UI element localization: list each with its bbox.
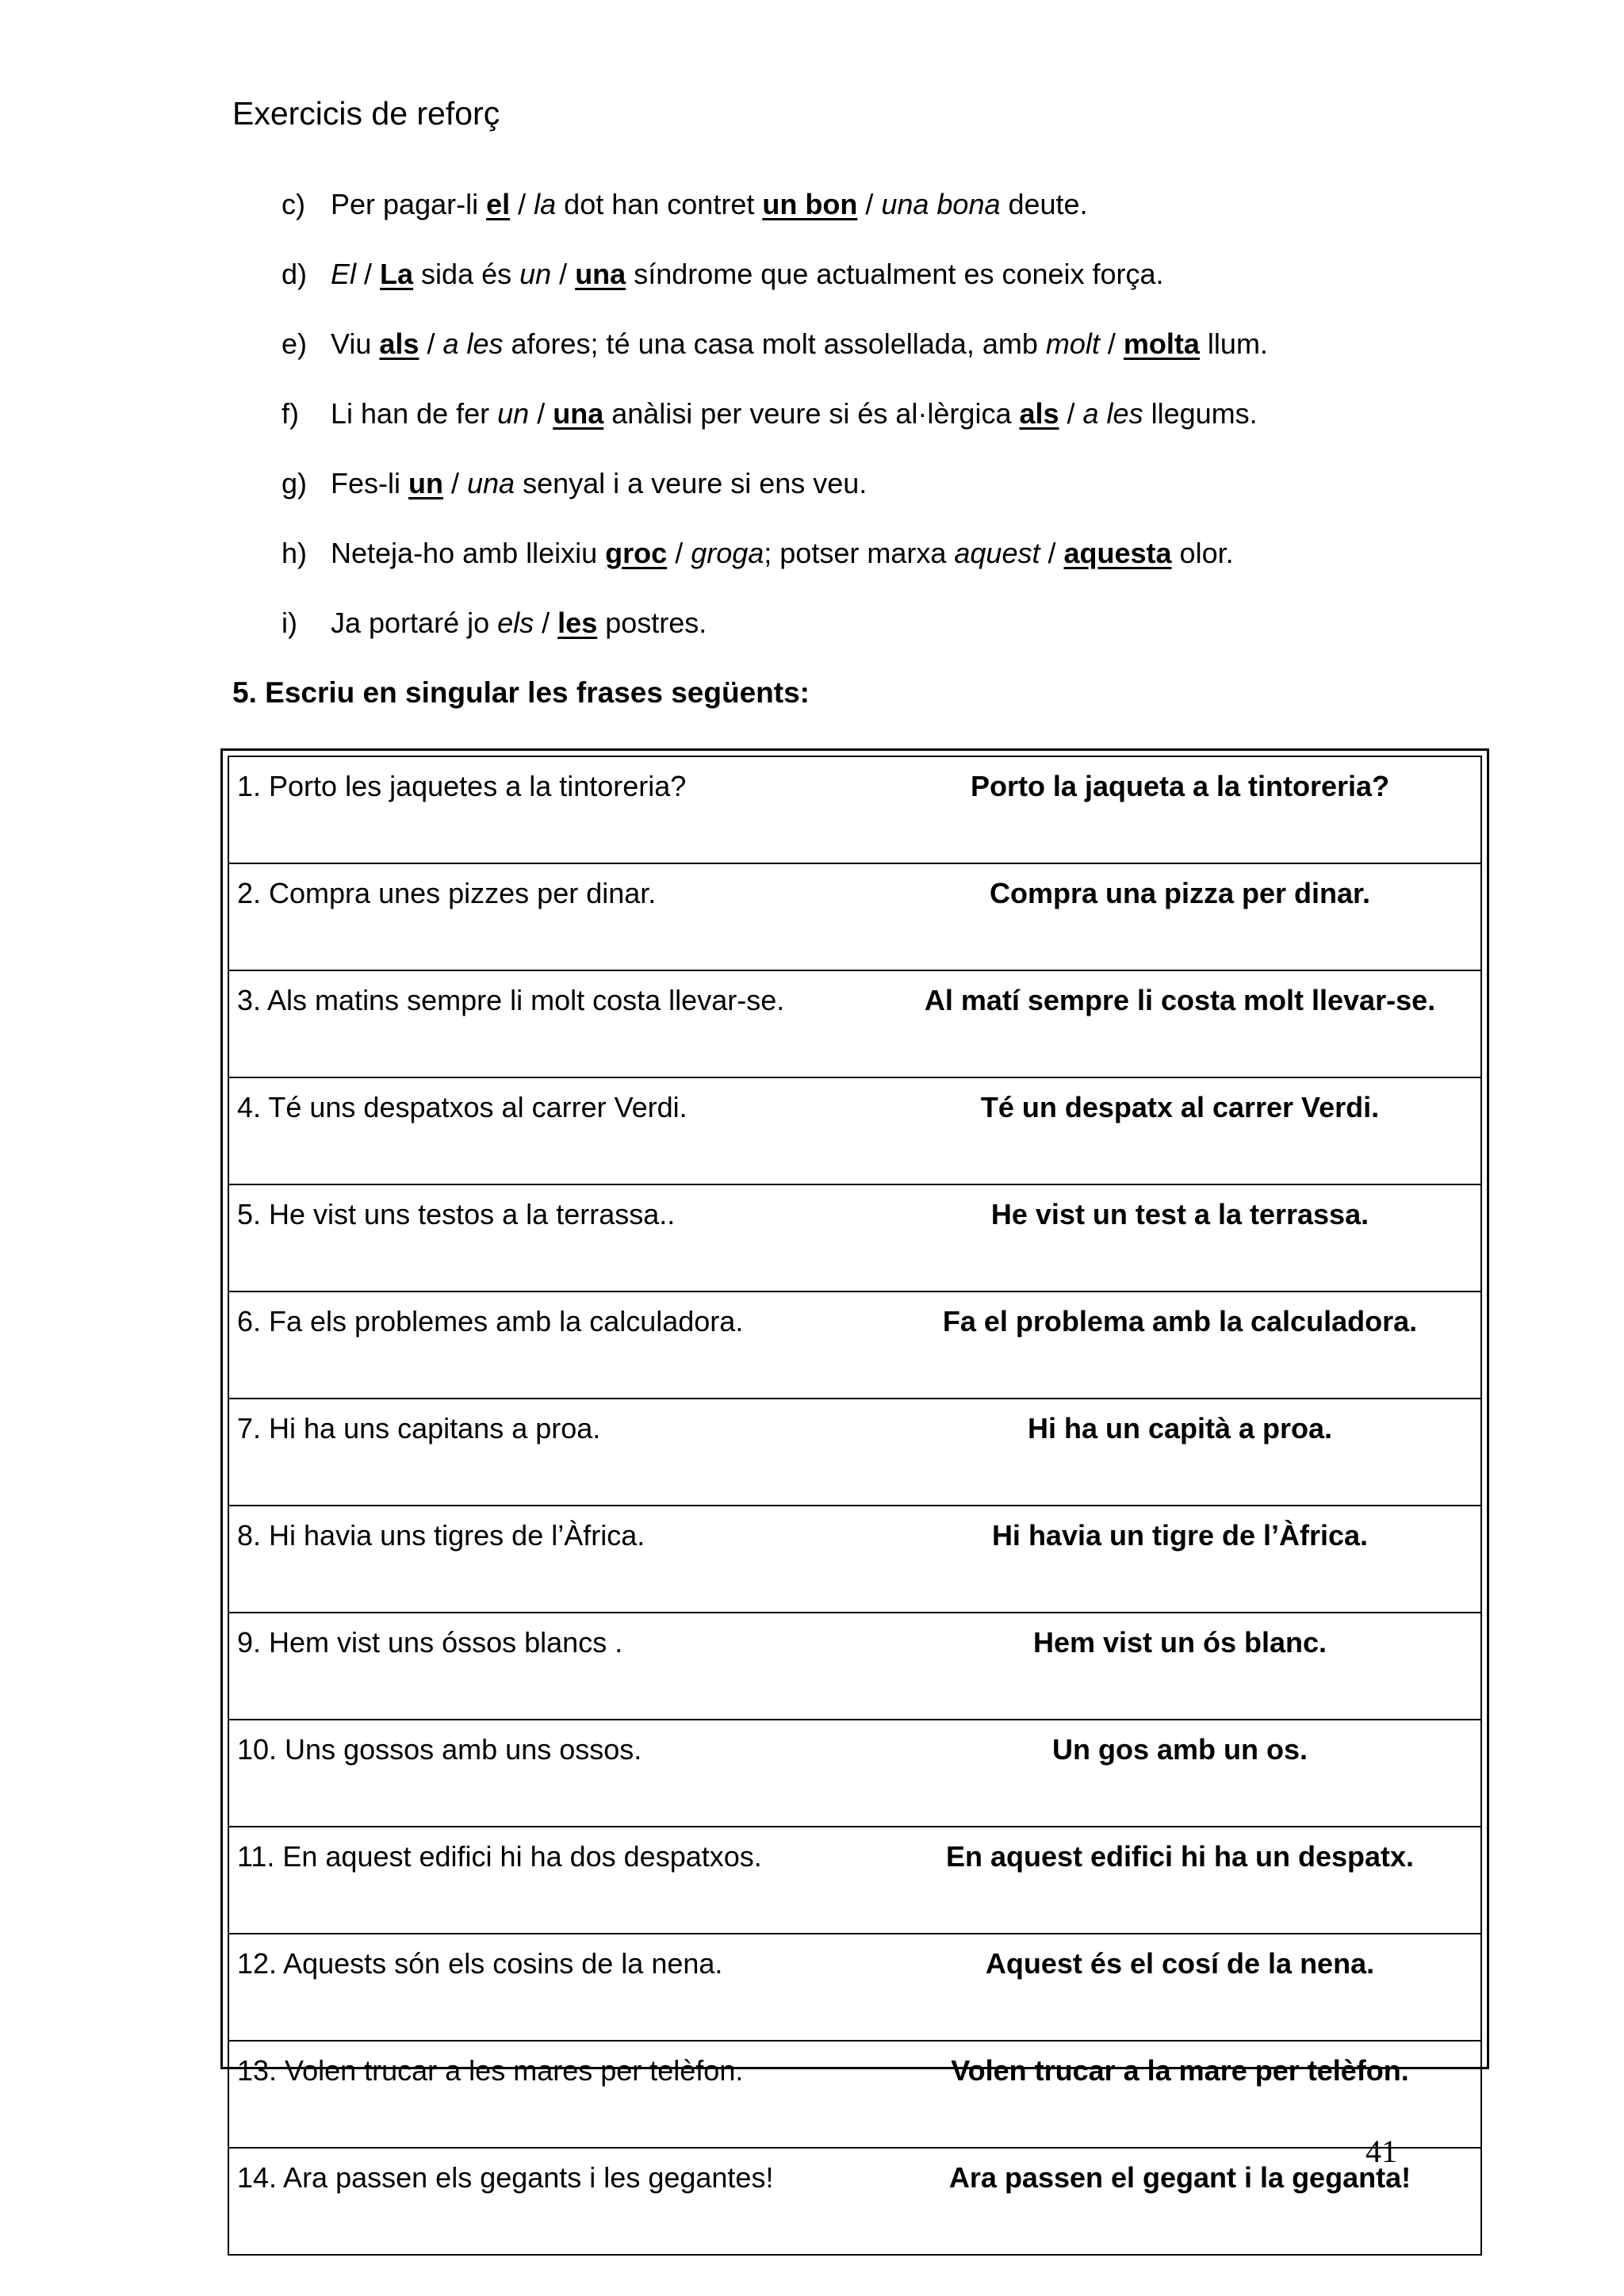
sentence-fragment: / <box>551 258 576 290</box>
correct-choice: als <box>1019 397 1059 430</box>
correct-choice: un bon <box>762 188 858 220</box>
sentence-fragment: Ja portaré jo <box>331 607 498 639</box>
wrong-choice: una <box>467 467 515 499</box>
exercise-item <box>282 467 1519 537</box>
exercise-item <box>282 188 1519 258</box>
singular-answer: Ara passen el gegant i la geganta! <box>895 2148 1481 2255</box>
item-sentence <box>331 397 1258 430</box>
exercise-item-list <box>282 188 1519 676</box>
exercise-item <box>282 258 1519 327</box>
item-label: d) <box>282 258 308 290</box>
plural-sentence: 13. Volen trucar a les mares per telèfon. <box>228 2041 895 2148</box>
item-label: f) <box>282 397 299 430</box>
table-row <box>228 1720 1481 1827</box>
sentence-fragment: Li han de fer <box>331 397 498 430</box>
sentence-fragment: llegums. <box>1143 397 1258 430</box>
sentence-fragment: llum. <box>1199 327 1268 360</box>
table-row <box>228 1077 1481 1184</box>
sentence-fragment: olor. <box>1171 537 1234 569</box>
correct-choice: un <box>408 467 443 499</box>
plural-sentence: 6. Fa els problemes amb la calculadora. <box>228 1292 895 1399</box>
sentence-fragment: / <box>356 258 381 290</box>
sentence-fragment: / <box>667 537 691 569</box>
item-sentence <box>331 467 867 500</box>
sentence-fragment: senyal i a veure si ens veu. <box>515 467 868 499</box>
table-row <box>228 970 1481 1077</box>
sentence-fragment: / <box>1099 327 1124 360</box>
item-sentence <box>331 188 1088 221</box>
sentence-fragment: / <box>857 188 882 220</box>
table-row <box>228 1184 1481 1292</box>
wrong-choice: els <box>497 607 534 639</box>
correct-choice: aquesta <box>1063 537 1172 569</box>
singular-answer: En aquest edifici hi ha un despatx. <box>895 1827 1481 1934</box>
singular-answer: He vist un test a la terrassa. <box>895 1184 1481 1292</box>
plural-sentence: 7. Hi ha uns capitans a proa. <box>228 1399 895 1506</box>
item-sentence <box>331 537 1234 570</box>
table-row <box>228 1613 1481 1720</box>
sentence-fragment: Per pagar-li <box>331 188 487 220</box>
wrong-choice: El <box>331 258 357 290</box>
correct-choice: una <box>553 397 604 430</box>
plural-sentence: 12. Aquests són els cosins de la nena. <box>228 1934 895 2041</box>
singular-answer: Aquest és el cosí de la nena. <box>895 1934 1481 2041</box>
sentence-fragment: ; potser marxa <box>764 537 955 569</box>
section-title: 5. Escriu en singular les frases següents: <box>232 676 810 709</box>
wrong-choice: molt <box>1045 327 1100 360</box>
sentence-fragment: sida és <box>413 258 520 290</box>
singular-answer: Hi ha un capità a proa. <box>895 1399 1481 1506</box>
table-row <box>228 756 1481 863</box>
sentence-fragment: deute. <box>1000 188 1088 220</box>
sentence-fragment: / <box>510 188 534 220</box>
plural-sentence: 5. He vist uns testos a la terrassa.. <box>228 1184 895 1292</box>
wrong-choice: aquest <box>954 537 1040 569</box>
plural-sentence: 1. Porto les jaquetes a la tintoreria? <box>228 756 895 863</box>
singular-answer: Té un despatx al carrer Verdi. <box>895 1077 1481 1184</box>
correct-choice: La <box>380 258 414 290</box>
wrong-choice: a les <box>1082 397 1143 430</box>
item-label: e) <box>282 327 308 360</box>
sentence-fragment: Fes-li <box>331 467 408 499</box>
wrong-choice: la <box>534 188 557 220</box>
sentence-fragment: síndrome que actualment es coneix força. <box>626 258 1164 290</box>
plural-sentence: 8. Hi havia uns tigres de l’Àfrica. <box>228 1506 895 1613</box>
table-row <box>228 1934 1481 2041</box>
sentence-fragment: anàlisi per veure si és al·lèrgica <box>603 397 1020 430</box>
plural-sentence: 9. Hem vist uns óssos blancs . <box>228 1613 895 1720</box>
sentence-fragment: / <box>1059 397 1083 430</box>
wrong-choice: un <box>519 258 552 290</box>
plural-sentence: 3. Als matins sempre li molt costa llevar-se. <box>228 970 895 1077</box>
sentence-fragment: / <box>1040 537 1064 569</box>
wrong-choice: un <box>497 397 530 430</box>
sentence-fragment: / <box>534 607 558 639</box>
plural-sentence: 2. Compra unes pizzes per dinar. <box>228 863 895 970</box>
table-row <box>228 1827 1481 1934</box>
correct-choice: les <box>557 607 598 639</box>
singular-table <box>228 756 1482 2256</box>
sentence-fragment: dot han contret <box>556 188 763 220</box>
plural-sentence: 10. Uns gossos amb uns ossos. <box>228 1720 895 1827</box>
sentence-fragment: afores; té una casa molt assolellada, amb <box>503 327 1046 360</box>
wrong-choice: groga <box>691 537 764 569</box>
wrong-choice: una bona <box>881 188 1001 220</box>
table-row <box>228 863 1481 970</box>
item-label: c) <box>282 188 305 220</box>
sentence-fragment: / <box>419 327 443 360</box>
sentence-fragment: / <box>442 467 467 499</box>
item-label: g) <box>282 467 308 499</box>
correct-choice: una <box>575 258 626 290</box>
item-sentence <box>331 607 707 640</box>
item-label: i) <box>282 607 297 639</box>
table-row <box>228 2041 1481 2148</box>
plural-sentence: 11. En aquest edifici hi ha dos despatxos. <box>228 1827 895 1934</box>
correct-choice: molta <box>1123 327 1200 360</box>
page-number: 41 <box>1365 2133 1397 2169</box>
sentence-fragment: postres. <box>597 607 707 639</box>
item-label: h) <box>282 537 308 569</box>
correct-choice: el <box>486 188 511 220</box>
singular-answer: Porto la jaqueta a la tintoreria? <box>895 756 1481 863</box>
page-header: Exercicis de reforç <box>232 95 500 132</box>
item-sentence <box>331 327 1268 361</box>
table-row <box>228 1292 1481 1399</box>
singular-answer: Volen trucar a la mare per telèfon. <box>895 2041 1481 2148</box>
singular-answer: Un gos amb un os. <box>895 1720 1481 1827</box>
exercise-item <box>282 327 1519 397</box>
exercise-item <box>282 537 1519 607</box>
exercise-item <box>282 397 1519 467</box>
singular-answer: Compra una pizza per dinar. <box>895 863 1481 970</box>
singular-answer: Hem vist un ós blanc. <box>895 1613 1481 1720</box>
sentence-fragment: Neteja-ho amb lleixiu <box>331 537 606 569</box>
singular-answer: Al matí sempre li costa molt llevar-se. <box>895 970 1481 1077</box>
correct-choice: als <box>379 327 419 360</box>
plural-sentence: 4. Té uns despatxos al carrer Verdi. <box>228 1077 895 1184</box>
sentence-fragment: / <box>529 397 553 430</box>
singular-answer: Fa el problema amb la calculadora. <box>895 1292 1481 1399</box>
wrong-choice: a les <box>442 327 504 360</box>
correct-choice: groc <box>605 537 668 569</box>
table-row <box>228 1506 1481 1613</box>
singular-answer: Hi havia un tigre de l’Àfrica. <box>895 1506 1481 1613</box>
item-sentence <box>331 258 1164 291</box>
plural-sentence: 14. Ara passen els gegants i les gegantes! <box>228 2148 895 2255</box>
table-row <box>228 1399 1481 1506</box>
exercise-item <box>282 607 1519 676</box>
sentence-fragment: Viu <box>331 327 380 360</box>
table-row <box>228 2148 1481 2255</box>
